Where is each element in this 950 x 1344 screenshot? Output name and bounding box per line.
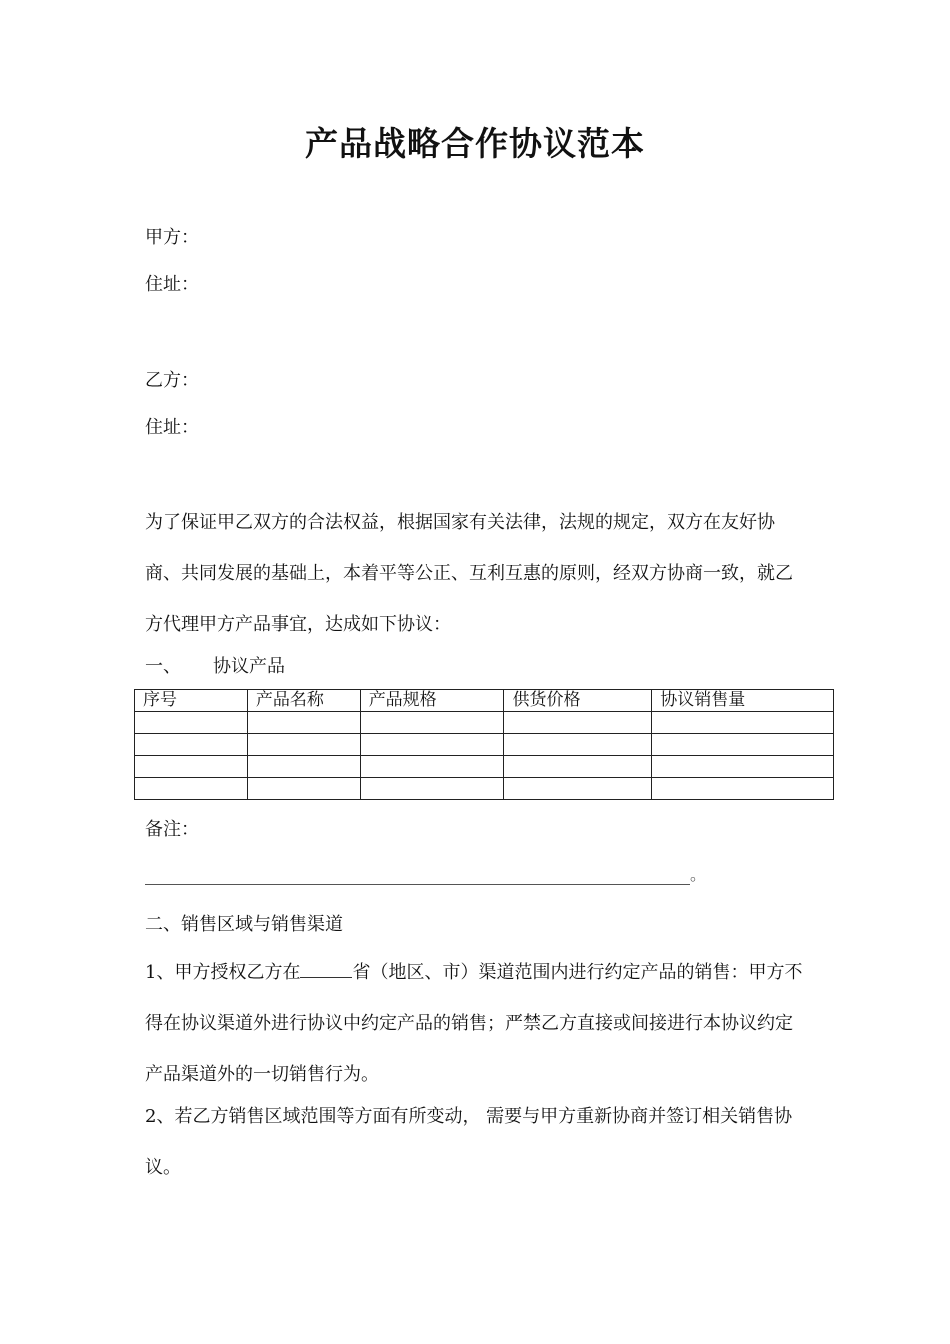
section-2-clause-2: 2、若乙方销售区域范围等方面有所变动， 需要与甲方重新协商并签订相关销售协议。 — [145, 1106, 793, 1178]
remark-end-mark: 。 — [690, 865, 707, 884]
clause-1-text-after-blank: 省（地区、市）渠道范围内进行约定产品的销售：甲方不得在协议渠道外进行协议中约定产品的销售；严禁乙方直接或间接进行本协议约定产品渠道外的一切销售行为。 — [145, 962, 803, 1085]
section-2-heading: 二、销售区域与销售渠道 — [145, 914, 343, 935]
column-header-product-spec: 产品规格 — [360, 690, 504, 712]
table-cell — [135, 712, 248, 734]
table-cell — [247, 778, 360, 800]
province-blank — [300, 959, 352, 978]
table-cell — [360, 756, 504, 778]
section-1-number: 一、 — [145, 656, 181, 677]
product-table — [134, 689, 834, 800]
table-cell — [247, 734, 360, 756]
table-cell — [504, 756, 652, 778]
column-header-supply-price: 供货价格 — [504, 690, 652, 712]
preamble-paragraph: 为了保证甲乙双方的合法权益，根据国家有关法律，法规的规定，双方在友好协商、共同发展的基础上，本着平等公正、互利互惠的原则，经双方协商一致，就乙方代理甲方产品事宜，达成如下协议： — [145, 512, 793, 635]
table-row — [135, 712, 834, 734]
party-b-address-label: 住址： — [145, 417, 199, 438]
table-cell — [135, 734, 248, 756]
table-header-row — [135, 690, 834, 712]
table-row — [135, 778, 834, 800]
clause-1-text-before-blank: 1、甲方授权乙方在 — [145, 962, 301, 983]
remark-blank-rule — [145, 864, 690, 885]
column-header-product-name: 产品名称 — [247, 690, 360, 712]
table-row — [135, 756, 834, 778]
party-a-address-label: 住址： — [145, 274, 199, 295]
table-cell — [247, 756, 360, 778]
table-cell — [135, 778, 248, 800]
table-cell — [360, 734, 504, 756]
table-cell — [360, 712, 504, 734]
section-1-heading — [145, 655, 285, 679]
table-cell — [652, 778, 834, 800]
table-cell — [652, 756, 834, 778]
remark-label: 备注： — [145, 819, 199, 840]
table-cell — [247, 712, 360, 734]
section-2-clause-1 — [145, 947, 810, 1100]
document-title: 产品战略合作协议范本 — [305, 124, 645, 163]
remark-fill-line — [145, 862, 706, 885]
column-header-sales-volume: 协议销售量 — [652, 690, 834, 712]
column-header-index: 序号 — [135, 690, 248, 712]
table-cell — [135, 756, 248, 778]
table-cell — [504, 778, 652, 800]
section-1-title: 协议产品 — [213, 656, 285, 677]
table-cell — [652, 734, 834, 756]
party-a-label: 甲方： — [145, 227, 199, 248]
table-cell — [360, 778, 504, 800]
table-row — [135, 734, 834, 756]
party-b-label: 乙方： — [145, 370, 199, 391]
table-cell — [652, 712, 834, 734]
table-cell — [504, 712, 652, 734]
table-cell — [504, 734, 652, 756]
